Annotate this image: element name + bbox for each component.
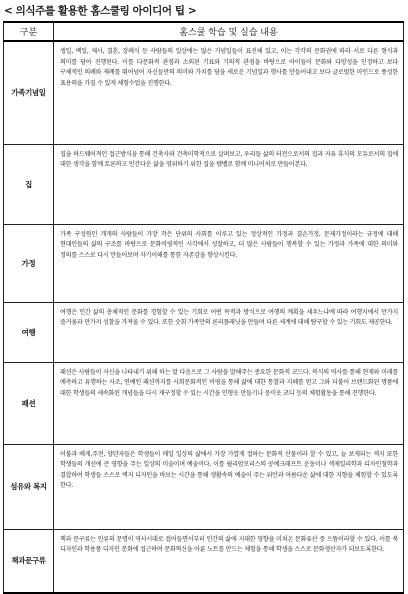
table-row xyxy=(4,144,404,224)
row-category: 여행 xyxy=(4,302,54,362)
table-row xyxy=(4,224,404,302)
header-content: 홈스쿨 학습 및 실습 내용 xyxy=(54,22,404,41)
row-content: 가족 구성원인 개개의 사람들이 가장 작은 단위의 사회를 이루고 있는 정상적인 가정과 결손가정, 문제가정이라는 규정에 대해 현대인들의 삶의 구조를 바탕으로 문화비평적인 시각에서 성찰하고, 더 많은 사람들이 행복할 수 있는 가정과 가족에 대한 의미와 정의를 스스로 다시 만들어보며 자기이해를 통한 자존감을 향상시킨다. xyxy=(54,224,404,302)
row-category: 가족기념일 xyxy=(4,41,54,144)
row-content: 생일, 백일, 제사, 결혼, 장례식 등 사람들의 일상에는 많은 기념일들이 표진해 있고, 이는 각각의 문화권에 따라 서로 다른 형식과 의미를 담아 진행된다. 이를 다문화적 관점과 소외된 기표와 기의적 관점을 바탕으로 아이들이 문화와 다양성을 인정하고 보다 구체적인 의례와 제례를 뛰어넘어 자신들만의 의미와 가치를 담을 새로운 기념일과 행사를 만들어내고 보다 글로벌한 마인드로 풍성한 표용력을 가질 수 있게 체험수업을 진행한다. xyxy=(54,41,404,144)
header-category: 구분 xyxy=(4,22,54,41)
row-content: 이불과 베게,주전, 양탄자들은 학생들이 매일 일상의 삶에서 가장 가깝게 접하는 문화적 산물이라 할 수 있고, 늘 보게되는 색지 또한 학생들의 개선에 큰 영향을 주는 일상의 미술이며 예술이다. 이를 윌리암모리스의 공예크래프트 운동이나 섹제일리학과 디자인철학과 결합하여 학생들 스스로 벽지 디자인을 바보는 시간을 통해 생활속의 예술이 주는 위안과 아름다운 삶에 대한 지향을 체험할 수 있도록 한다. xyxy=(54,444,404,529)
table-row xyxy=(4,529,404,593)
table-header-row xyxy=(4,22,404,41)
row-content: 패션은 사람들이 자신을 나타내기 위해 하는 말 다음으로 그 사람을 말해주는 중요한 문화적 코드다. 복식의 역사를 통해 현재와 미래를 예측하고 유행하는 사조, 연예인 패션까지를 사회문화적인 비평을 통해 삶에 대한 통찰과 지혜를 얻고 그와 더불어 브랜드화된 명품에 대한 학생들의 세속화된 개념들을 다시 재구정할 수 있는 시간을 인형옷 만들기나 뭉이옷 코디 등의 체험활동을 통해 진행한다. xyxy=(54,362,404,444)
row-content: 여행은 인간 삶의 총체적인 문화를 경험할 수 있는 기회로 어떤 목적과 방식으로 여행의 계획을 세우느냐에 따라 여행지에서 만가지 즐거움과 만가지 성찰을 가져올 수 있다. 또한 숫회 가족만의 론리플래닛을 만들며 다른 세계에 대해 탐구할 수 있는 기회도 제공한다. xyxy=(54,302,404,362)
homeschool-tips-table xyxy=(3,21,404,594)
page-title: < 의식주를 활용한 홈스쿨링 아이디어 팁 > xyxy=(4,5,197,17)
table-row xyxy=(4,362,404,444)
table-row xyxy=(4,444,404,529)
row-category: 책과문구류 xyxy=(4,529,54,593)
row-content: 집을 하드웨어적인 접근방식을 통해 건축사와 건축미학적으로 살펴보고, 우리들 삶의 터전으로서의 집과 자유 휴식의 모듀로서의 집에 대한 생각을 함께 토론하고 인간다운 삶을 영위하기 위한 집을 템벨로 함께 미니어처로 만들어본다. xyxy=(54,144,404,224)
table-row xyxy=(4,302,404,362)
row-content: 책과 문구류는 인류의 문명이 역사시대로 접어들면서부터 인간의 삶에 지대한 영향을 미쳐온 문화유산 중 으뜸이라할 수 있다. 이를 북 디자인과 학용품 디자인 문화에 접근하여 문화혁신을 아룬 노트를 만드는 체험을 통해 학생을 스스로 문화생산자가 되보도록한다. xyxy=(54,529,404,593)
row-category: 섬유와 복지 xyxy=(4,444,54,529)
row-category: 집 xyxy=(4,144,54,224)
row-category: 패션 xyxy=(4,362,54,444)
table-row xyxy=(4,41,404,144)
row-category: 가정 xyxy=(4,224,54,302)
